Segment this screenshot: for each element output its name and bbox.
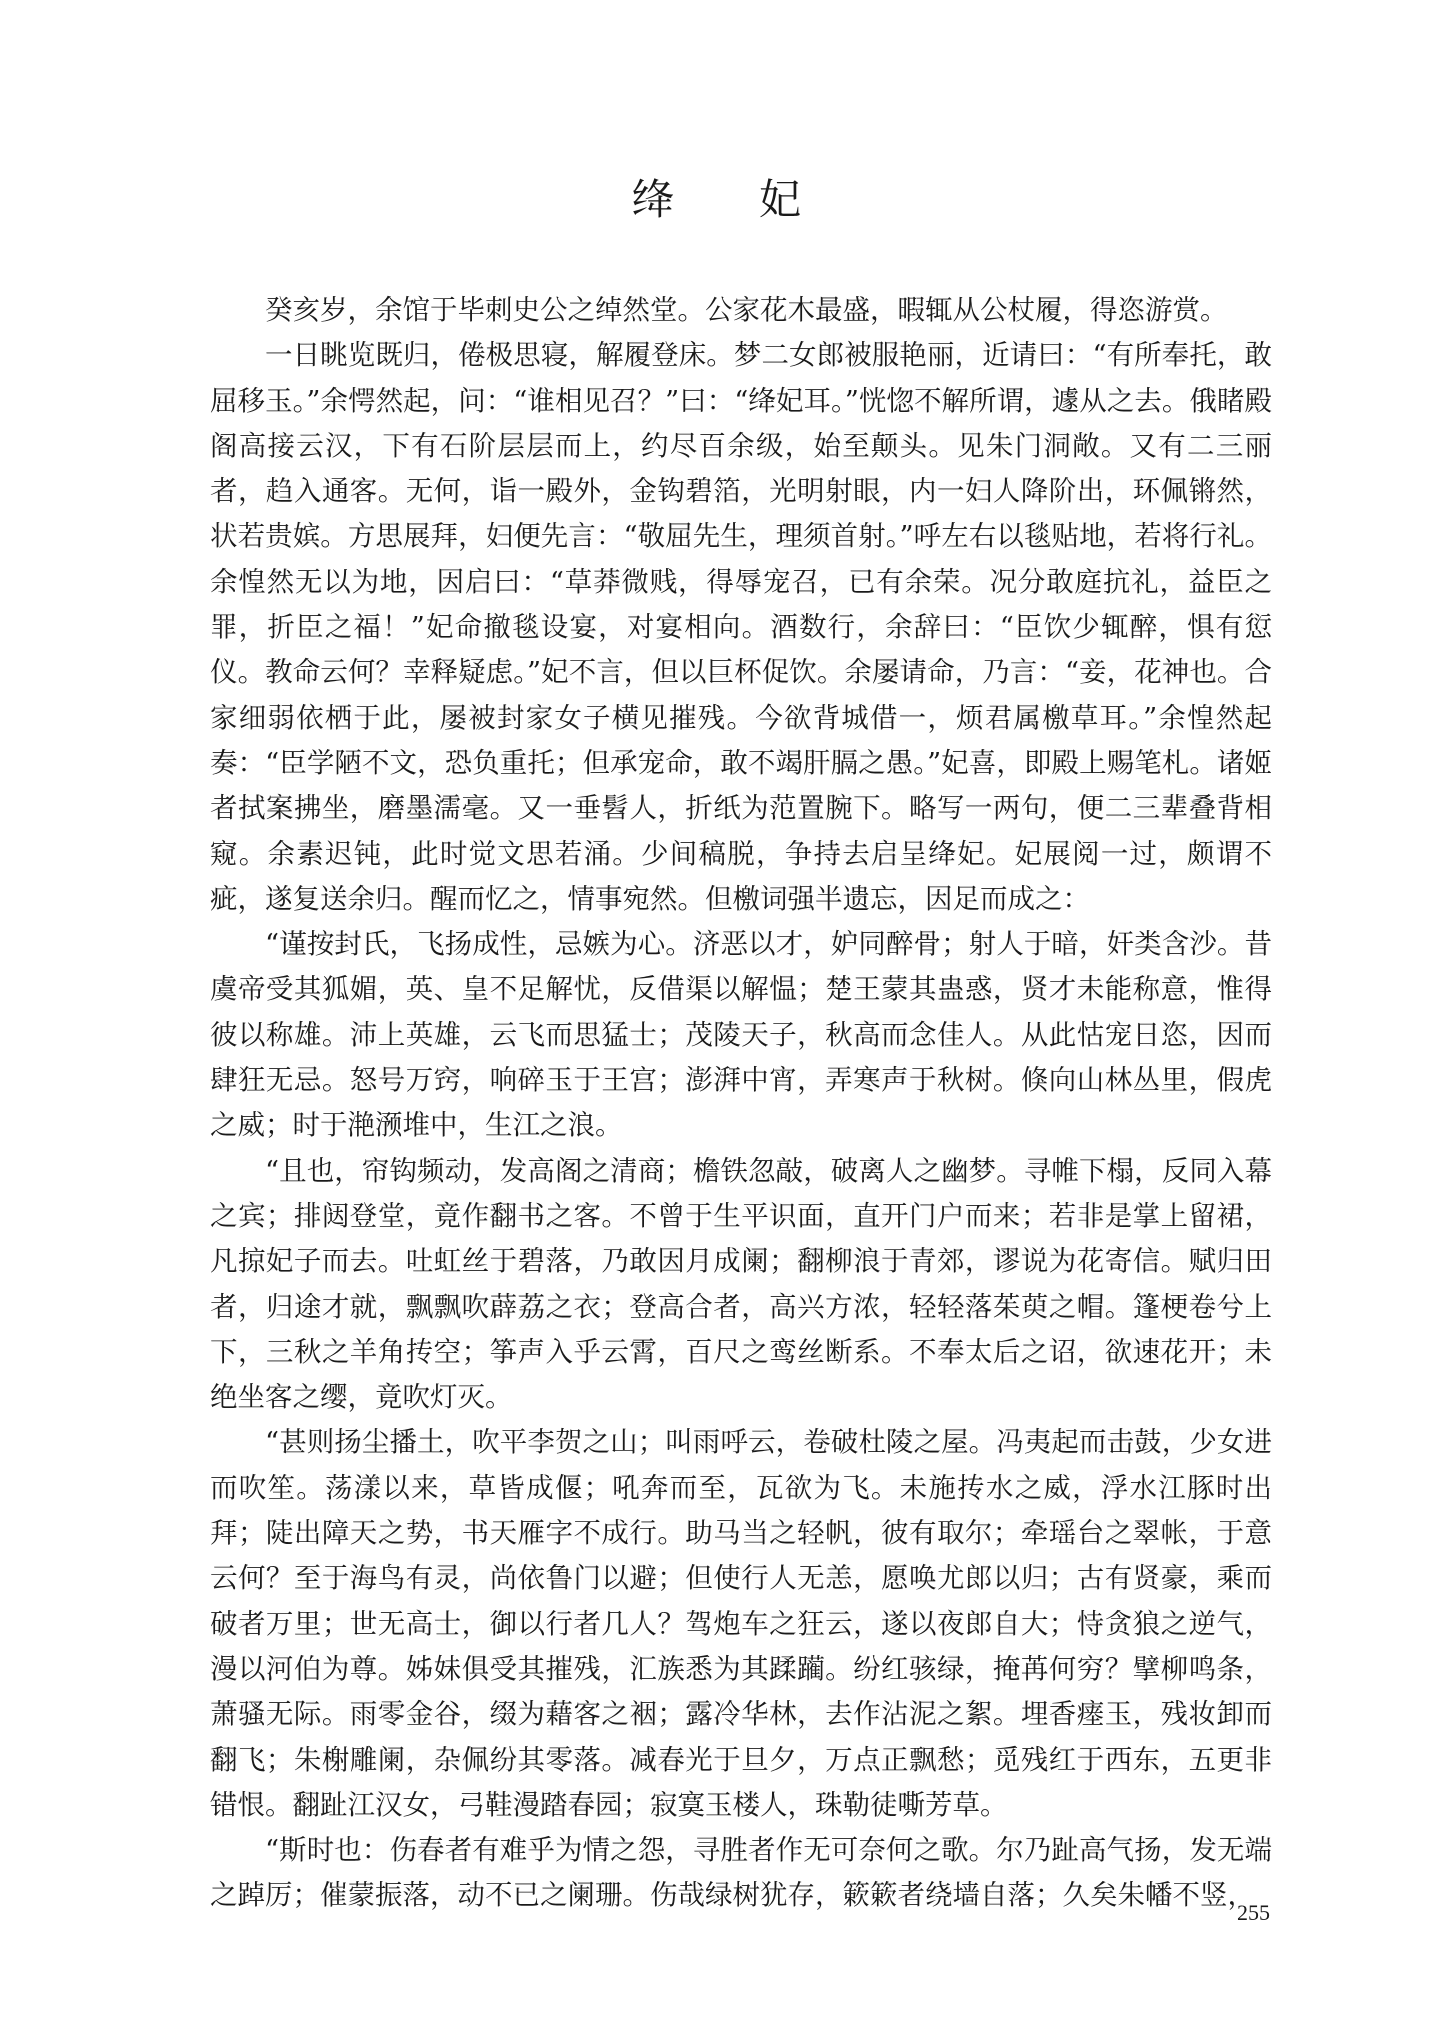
paragraph: “斯时也：伤春者有难乎为情之怨，寻胜者作无可奈何之歌。尔乃趾高气扬，发无端之踔厉；催蒙振落，动不已之阑珊。伤哉绿树犹存，簌簌者绕墙自落；久矣朱幡不竖， — [210, 1834, 1272, 1912]
paragraph: 一日眺览既归，倦极思寝，解履登床。梦二女郎被服艳丽，近请曰：“有所奉托，敢屈移玉。”余愕然起，问：“谁相见召？”曰：“绛妃耳。”恍惚不解所谓，遽从之去。俄睹殿阁高接云汉，下有石阶层层而上，约尽百余级，始至颠头。见朱门洞敞。又有二三丽者，趋入通客。无何，诣一殿外，金钩碧箔，光明射眼，内一妇人降阶出，环佩锵然，状若贵嫔。方思展拜，妇便先言：“敬屈先生，理须首射。”呼左右以毯贴地，若将行礼。余惶然无以为地，因启曰：“草莽微贱，得辱宠召，已有余荣。况分敢庭抗礼，益臣之罪，折臣之福！”妃命撤毯设宴，对宴相向。酒数行，余辞曰：“臣饮少辄醉，惧有愆仪。教命云何？幸释疑虑。”妃不言，但以巨杯促饮。余屡请命，乃言：“妾，花神也。合家细弱依栖于此，屡被封家女子横见摧残。今欲背城借一，烦君属檄草耳。”余惶然起奏：“臣学陋不文，恐负重托；但承宠命，敢不竭肝膈之愚。”妃喜，即殿上赐笔札。诸姬者拭案拂坐，磨墨濡毫。又一垂髫人，折纸为范置腕下。略写一两句，便二三辈叠背相窥。余素迟钝，此时觉文思若涌。少间稿脱，争持去启呈绛妃。妃展阅一过，颇谓不疵，遂复送余归。醒而忆之，情事宛然。但檄词强半遗忘，因足而成之： — [210, 339, 1272, 915]
paragraph: “且也，帘钩频动，发高阁之清商；檐铁忽敲，破离人之幽梦。寻帷下榻，反同入幕之宾；排闼登堂，竟作翻书之客。不曾于生平识面，直开门户而来；若非是掌上留裙，凡掠妃子而去。吐虹丝于碧落，乃敢因月成阑；翻柳浪于青郊，谬说为花寄信。赋归田者，归途才就，飘飘吹薜荔之衣；登高合者，高兴方浓，轻轻落茱萸之帽。篷梗卷兮上下，三秋之羊角抟空；筝声入乎云霄，百尺之鸾丝断系。不奉太后之诏，欲速花开；未绝坐客之缨，竟吹灯灭。 — [210, 1154, 1272, 1414]
paragraph: “甚则扬尘播土，吹平李贺之山；叫雨呼云，卷破杜陵之屋。冯夷起而击鼓，少女进而吹笙。荡漾以来，草皆成偃；吼奔而至，瓦欲为飞。未施抟水之威，浮水江豚时出拜；陡出障天之势，书天雁字不成行。助马当之轻帆，彼有取尔；牵瑶台之翠帐，于意云何？至于海鸟有灵，尚依鲁门以避；但使行人无恙，愿唤尤郎以归；古有贤豪，乘而破者万里；世无高士，御以行者几人？驾炮车之狂云，遂以夜郎自大；恃贪狼之逆气，漫以河伯为尊。姊妹俱受其摧残，汇族悉为其蹂躏。纷红骇绿，掩苒何穷？擘柳鸣条，萧骚无际。雨零金谷，缀为藉客之裀；露冷华林，去作沾泥之絮。埋香瘗玉，残妆卸而翻飞；朱榭雕阑，杂佩纷其零落。减春光于旦夕，万点正飘愁；觅残红于西东，五更非错恨。翻趾江汉女，弓鞋漫踏春园；寂寞玉楼人，珠勒徒嘶芳草。 — [210, 1426, 1272, 1821]
body-text — [210, 288, 1272, 1919]
paragraph: “谨按封氏，飞扬成性，忌嫉为心。济恶以才，妒同醉骨；射人于暗，奸类含沙。昔虞帝受其狐媚，英、皇不足解忧，反借渠以解愠；楚王蒙其蛊惑，贤才未能称意，惟得彼以称雄。沛上英雄，云飞而思猛士；茂陵天子，秋高而念佳人。从此怙宠日恣，因而肆狂无忌。怒号万窍，响碎玉于王宫；澎湃中宵，弄寒声于秋树。倏向山林丛里，假虎之威；时于滟滪堆中，生江之浪。 — [210, 928, 1272, 1142]
page-title: 绛 妃 — [631, 175, 838, 224]
page-number: 255 — [1237, 1900, 1270, 1925]
paragraph: 癸亥岁，余馆于毕刺史公之绰然堂。公家花木最盛，暇辄从公杖履，得恣游赏。 — [265, 294, 1228, 326]
